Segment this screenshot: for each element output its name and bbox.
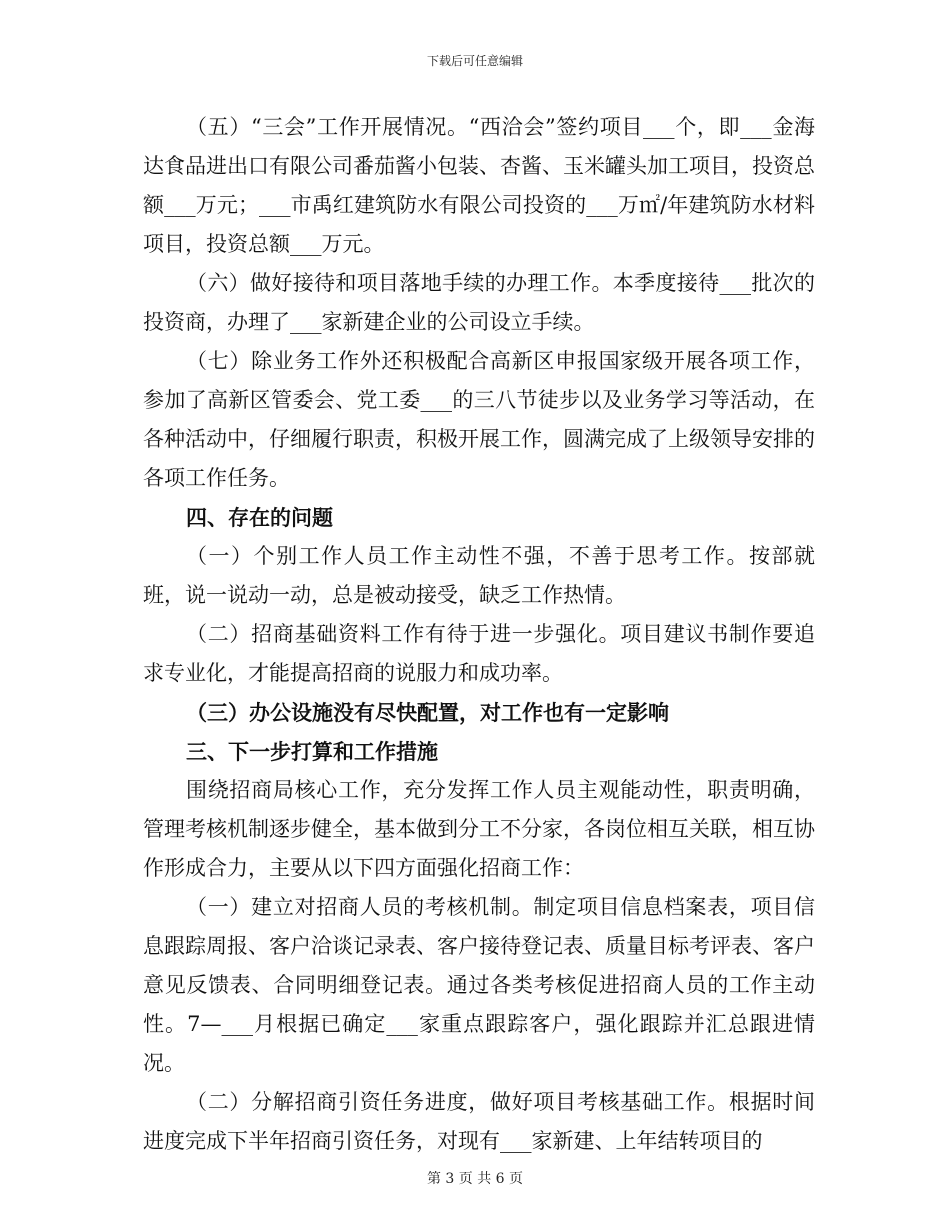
problem-two: （二）招商基础资料工作有待于进一步强化。项目建议书制作要追求专业化，才能提高招商的说服力和成功率。 [143,622,815,685]
section-heading-problems: 四、存在的问题 [186,505,333,530]
measure-two: （二）分解招商引资任务进度，做好项目考核基础工作。根据时间进度完成下半年招商引资任务，对现有___家新建、上年结转项目的 [143,1090,815,1153]
problem-one: （一）个别工作人员工作主动性不强，不善于思考工作。按部就班，说一说动一动，总是被动接受，缺乏工作热情。 [143,544,815,607]
page-header: 下载后可任意编辑 [426,54,523,68]
next-steps-intro: 围绕招商局核心工作，充分发挥工作人员主观能动性，职责明确，管理考核机制逐步健全，基本做到分工不分家，各岗位相互关联，相互协作形成合力，主要从以下四方面强化招商工作： [143,778,815,880]
measure-one: （一）建立对招商人员的考核机制。制定项目信息档案表，项目信息跟踪周报、客户洽谈记录表、客户接待登记表、质量目标考评表、客户意见反馈表、合同明细登记表。通过各类考核促进招商人员的工作主动性。7—___月根据已确定___家重点跟踪客户，强化跟踪并汇总跟进情况。 [143,895,815,1075]
paragraph-five: （五）“三会”工作开展情况。“西洽会”签约项目___个，即___金海达食品进出口有限公司番茄酱小包装、杏酱、玉米罐头加工项目，投资总额___万元；___市禹红建筑防水有限公司投资的___万㎡/年建筑防水材料项目，投资总额___万元。 [143,115,815,256]
page-footer: 第 3 页 共 6 页 [426,1171,524,1187]
paragraph-seven: （七）除业务工作外还积极配合高新区申报国家级开展各项工作，参加了高新区管委会、党工委___的三八节徒步以及业务学习等活动，在各种活动中，仔细履行职责，积极开展工作，圆满完成了上级领导安排的各项工作任务。 [143,349,815,490]
problem-three-bold: （三）办公设施没有尽快配置，对工作也有一定影响 [186,700,669,725]
section-heading-next-steps: 三、下一步打算和工作措施 [186,739,438,764]
document-body [143,108,815,1161]
paragraph-six: （六）做好接待和项目落地手续的办理工作。本季度接待___批次的投资商，办理了___家新建企业的公司设立手续。 [143,271,815,334]
